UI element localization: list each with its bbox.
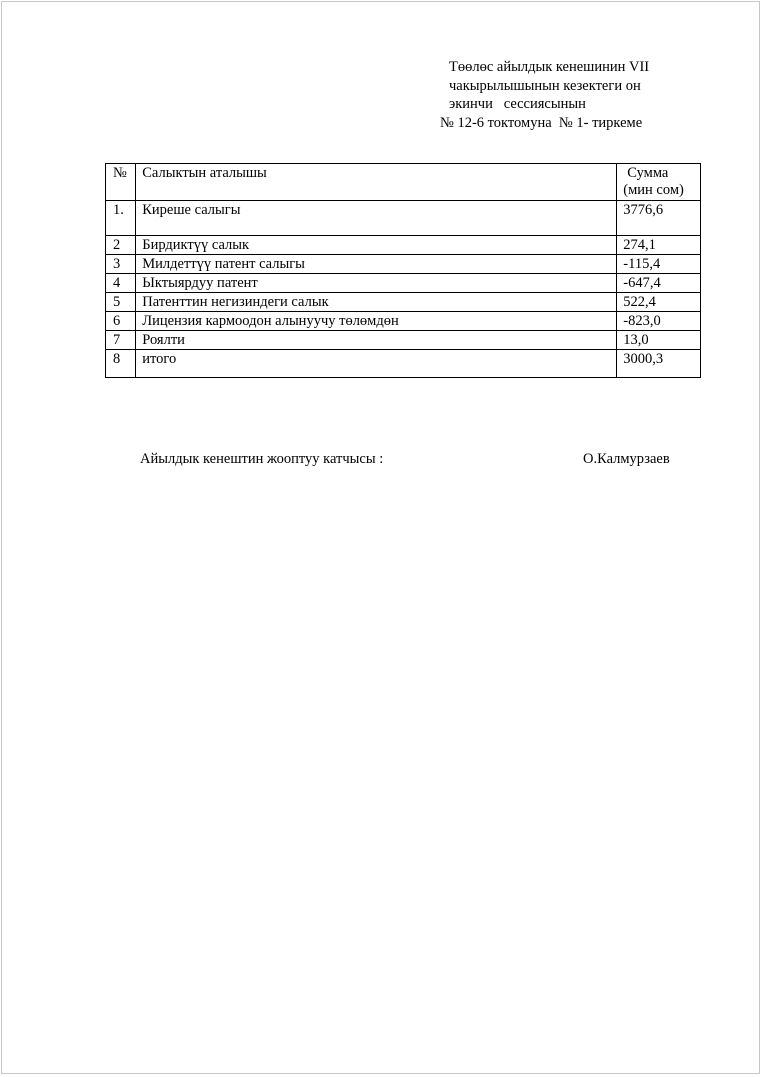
row-sum: -647,4 <box>617 274 701 293</box>
table-row <box>106 312 701 331</box>
header-sum <box>617 164 701 201</box>
table-header-row <box>106 164 701 201</box>
header-sum-unit: (мин сом) <box>623 182 684 198</box>
row-num: 2 <box>106 236 136 255</box>
row-name: Роялти <box>136 331 617 350</box>
row-num: 1. <box>106 201 136 236</box>
table-row <box>106 331 701 350</box>
row-num: 3 <box>106 255 136 274</box>
document-header <box>440 58 649 132</box>
row-sum: 13,0 <box>617 331 701 350</box>
row-sum: -115,4 <box>617 255 701 274</box>
header-sum-label: Сумма <box>627 165 669 181</box>
header-line-4: № 12-6 токтомуна № 1- тиркеме <box>440 114 643 131</box>
signature-label: Айылдык кенештин жооптуу катчысы : <box>140 451 384 467</box>
row-num: 6 <box>106 312 136 331</box>
row-name: итого <box>136 350 617 378</box>
tax-table <box>105 163 701 378</box>
row-name: Патенттин негизиндеги салык <box>136 293 617 312</box>
row-sum: 3000,3 <box>617 350 701 378</box>
row-sum: 274,1 <box>617 236 701 255</box>
row-num: 7 <box>106 331 136 350</box>
row-sum: 3776,6 <box>617 201 701 236</box>
row-name: Милдеттүү патент салыгы <box>136 255 617 274</box>
table-row <box>106 293 701 312</box>
row-num: 5 <box>106 293 136 312</box>
table-row <box>106 201 701 236</box>
row-num: 8 <box>106 350 136 378</box>
row-name: Ыктыярдуу патент <box>136 274 617 293</box>
document-page <box>1 1 760 1074</box>
header-name: Салыктын аталышы <box>136 164 617 201</box>
row-sum: 522,4 <box>617 293 701 312</box>
header-line-3: экинчи сессиясынын <box>449 96 586 112</box>
table-row <box>106 255 701 274</box>
table-row-total <box>106 350 701 378</box>
row-sum: -823,0 <box>617 312 701 331</box>
row-num: 4 <box>106 274 136 293</box>
table-row <box>106 236 701 255</box>
header-line-1: Төөлөс айылдык кенешинин VII <box>449 59 650 75</box>
header-num: № <box>106 164 136 201</box>
row-name: Бирдиктүү салык <box>136 236 617 255</box>
header-line-2: чакырылышынын кезектеги он <box>449 77 641 94</box>
row-name: Лицензия кармоодон алынуучу төлөмдөн <box>136 312 617 331</box>
table-row <box>106 274 701 293</box>
signature-name: О.Калмурзаев <box>583 451 670 467</box>
row-name: Киреше салыгы <box>136 201 617 236</box>
